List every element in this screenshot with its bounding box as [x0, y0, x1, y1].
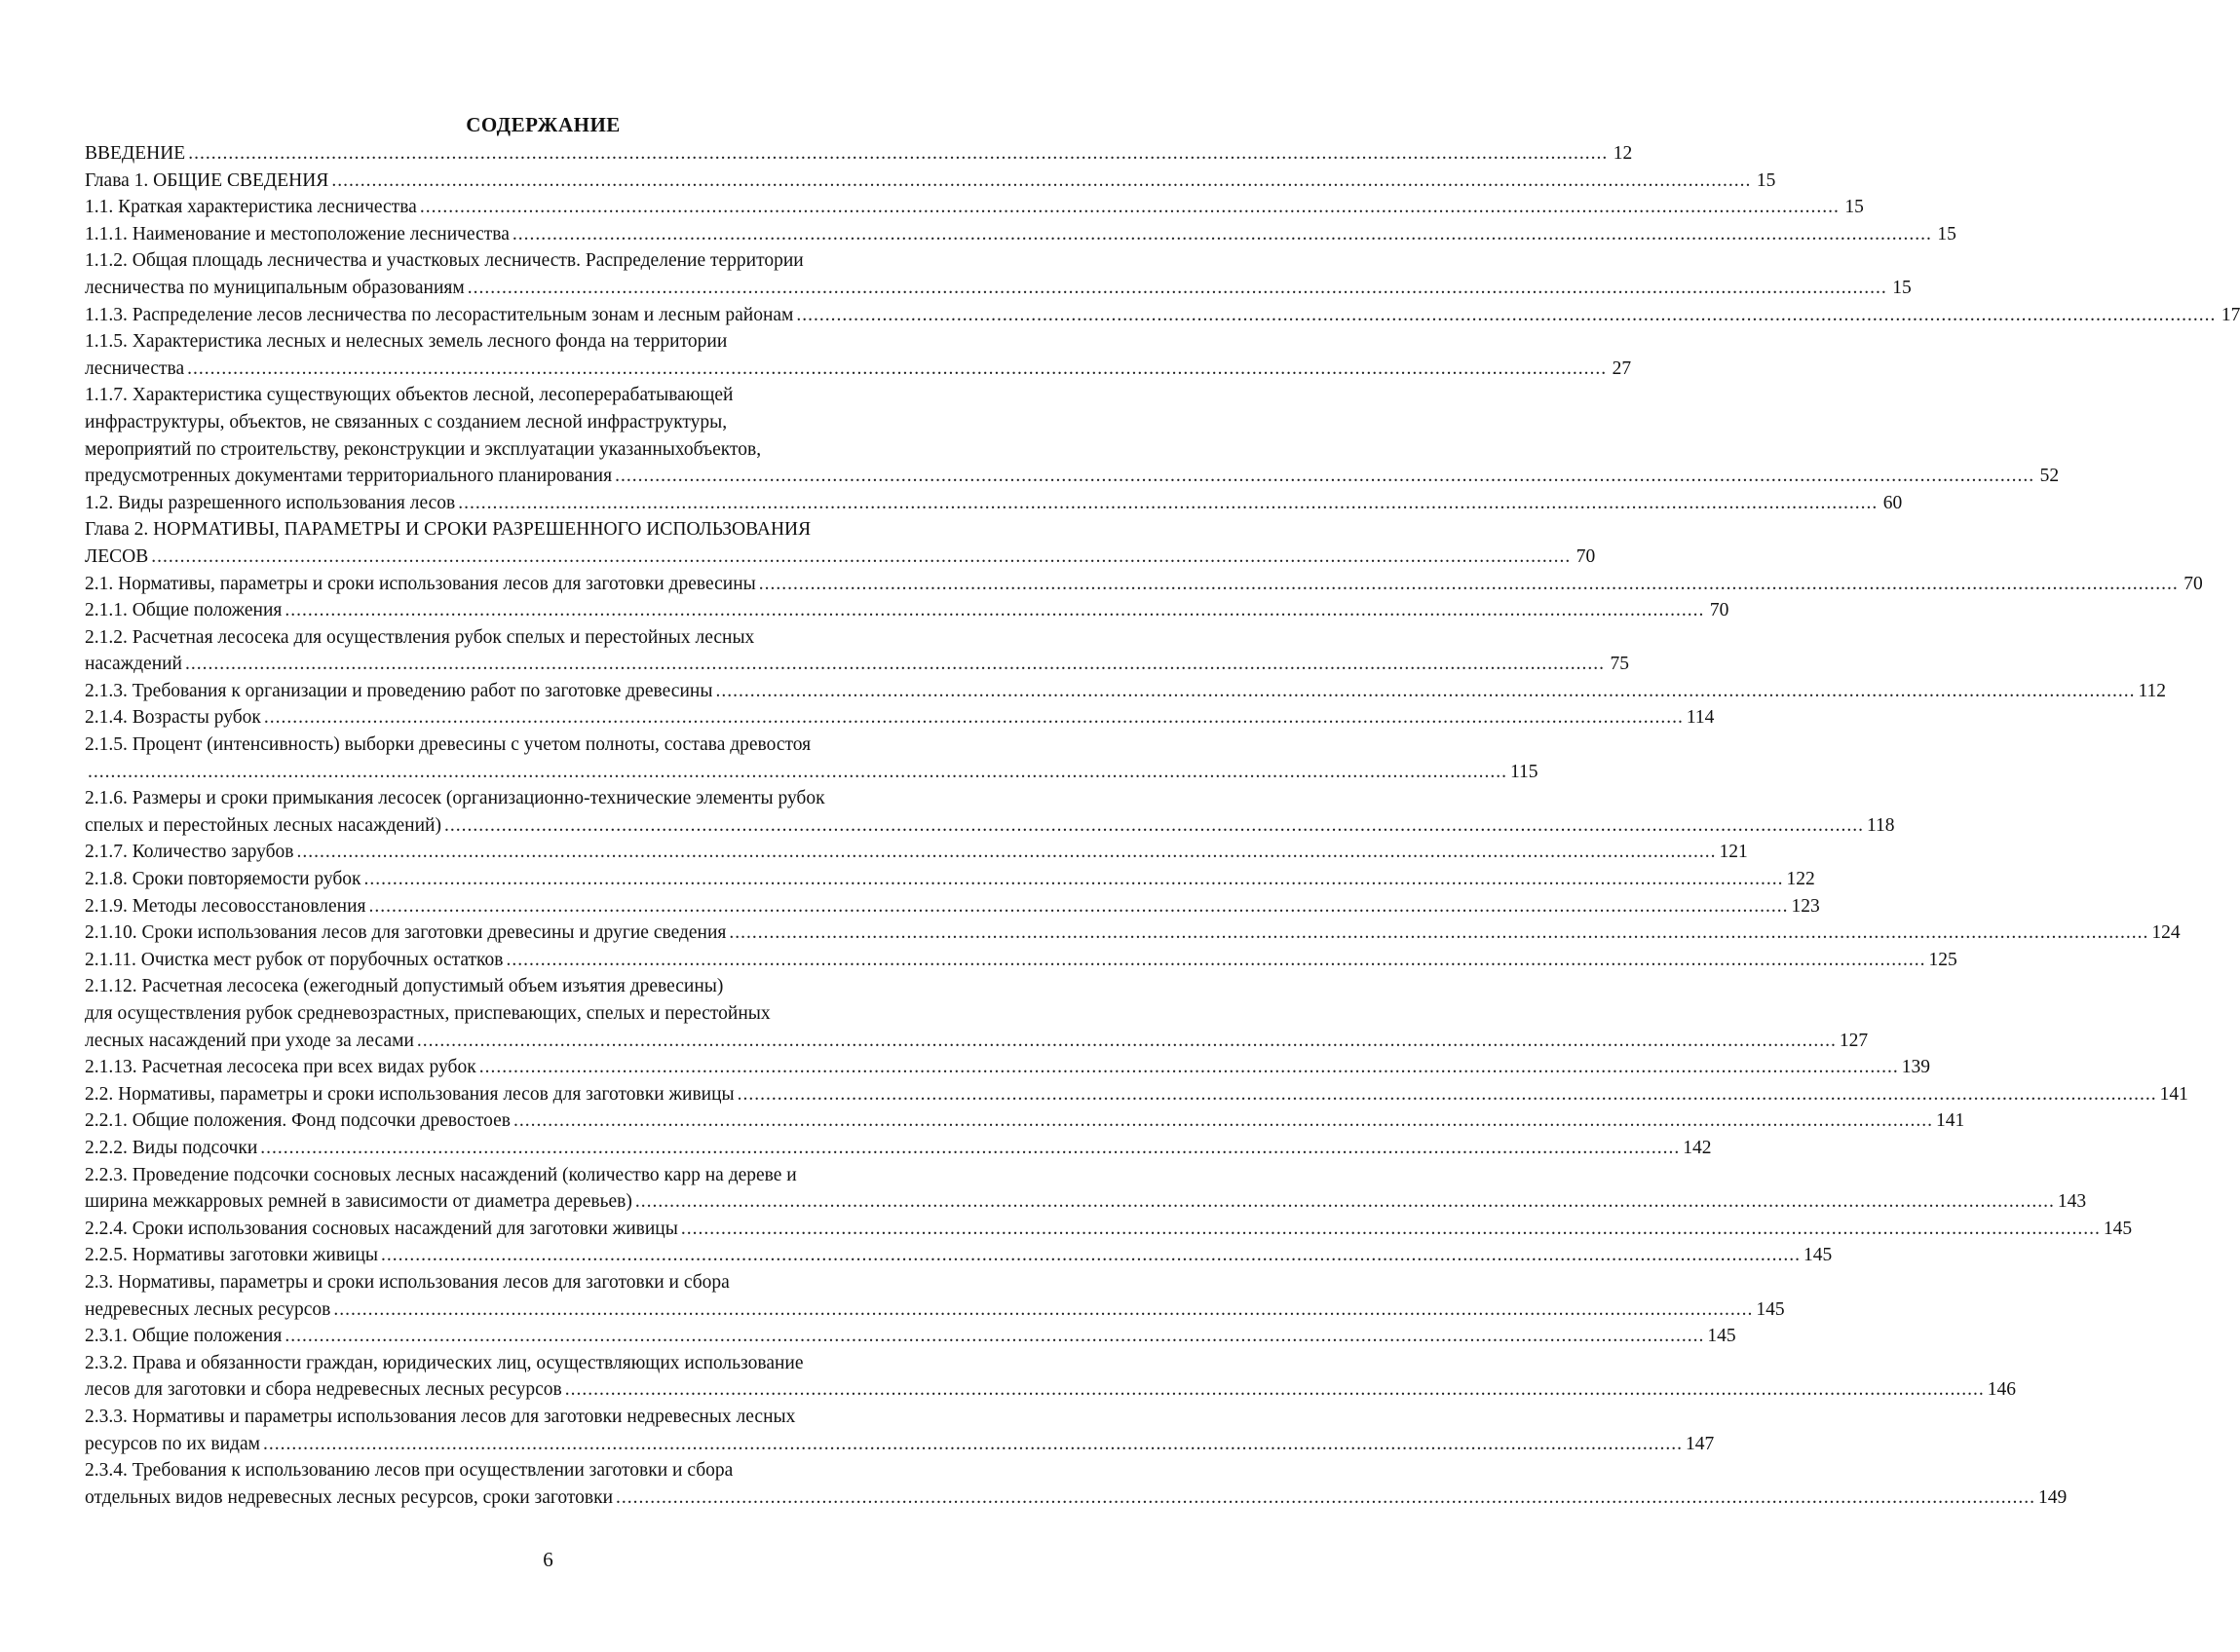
toc-entry-line: 1.1.7. Характеристика существующих объектов лесной, лесоперерабатывающей	[85, 385, 734, 406]
toc-page-number: 27	[1612, 357, 1632, 379]
toc-entry	[85, 194, 1864, 221]
toc-entry-last-line	[85, 920, 2181, 947]
toc-entry	[85, 490, 1903, 517]
toc-entry-line: 2.1.5. Процент (интенсивность) выборки древесины с учетом полноты, состава древостоя	[85, 734, 812, 756]
toc-entry-last-line	[85, 1431, 1715, 1458]
toc-entry-title: ЛЕСОВ	[85, 545, 149, 567]
toc-entry-last-line	[85, 597, 1729, 624]
toc-entry-line: Глава 2. НОРМАТИВЫ, ПАРАМЕТРЫ И СРОКИ РАЗРЕШЕННОГО ИСПОЛЬЗОВАНИЯ	[85, 519, 812, 541]
toc-entry	[85, 1457, 2068, 1511]
dot-leader	[479, 1054, 1899, 1081]
toc-entry	[85, 893, 1820, 920]
toc-entry-last-line	[85, 490, 1903, 517]
dot-leader	[151, 544, 1571, 571]
toc-entry-line: 2.1.6. Размеры и сроки примыкания лесосек (организационно-технические элементы рубок	[85, 788, 825, 809]
dot-leader	[369, 893, 1789, 920]
toc-entry-last-line	[85, 678, 2166, 705]
toc-entry-title: 2.1.13. Расчетная лесосека при всех видах рубок	[85, 1057, 476, 1078]
toc-page-number: 112	[2138, 680, 2166, 701]
dot-leader	[420, 194, 1840, 221]
toc-entry-last-line	[85, 140, 1633, 168]
page-title: СОДЕРЖАНИЕ	[466, 113, 621, 136]
toc-entry-title: 2.2.5. Нормативы заготовки живицы	[85, 1245, 378, 1266]
dot-leader	[88, 759, 1507, 786]
toc-page-number: 60	[1882, 492, 1903, 513]
toc-page-number: 115	[1510, 761, 1538, 782]
toc-page-number: 124	[2151, 922, 2181, 944]
dot-leader	[615, 463, 2034, 490]
toc-entry-title: ВВЕДЕНИЕ	[85, 143, 186, 164]
toc-entry-last-line	[85, 1108, 1965, 1135]
toc-entry-title: лесничества	[85, 357, 185, 379]
toc-entry	[85, 920, 2181, 947]
toc-entry-line: 2.3.3. Нормативы и параметры использования лесов для заготовки недревесных лесных	[85, 1406, 796, 1427]
dot-leader	[796, 302, 2216, 329]
toc-entry-last-line	[85, 1484, 2068, 1512]
toc-page-number: 118	[1866, 814, 1895, 836]
toc-entry	[85, 678, 2166, 705]
toc-page-number: 17	[2221, 304, 2240, 325]
toc-entry-last-line	[85, 1081, 2188, 1108]
toc-entry-title: 2.1.9. Методы лесовосстановления	[85, 895, 366, 917]
toc-entry-line: 2.1.12. Расчетная лесосека (ежегодный допустимый объем изъятия древесины)	[85, 976, 724, 997]
toc-page-number: 125	[1928, 949, 1957, 970]
toc-entry-title: 2.1. Нормативы, параметры и сроки использования лесов для заготовки древесины	[85, 573, 756, 594]
toc-entry-title: лесов для заготовки и сбора недревесных лесных ресурсов	[85, 1379, 562, 1401]
toc-entry-last-line	[85, 651, 1629, 678]
toc-page-number: 70	[2183, 573, 2203, 594]
toc-entry-title: 2.1.3. Требования к организации и проведению работ по заготовке древесины	[85, 680, 713, 701]
toc-page-number: 145	[1803, 1245, 1833, 1266]
dot-leader	[468, 275, 1887, 302]
toc-entry-last-line	[85, 1188, 2087, 1216]
toc-entry-line: 2.2.3. Проведение подсочки сосновых лесных насаждений (количество карр на дереве и	[85, 1164, 797, 1185]
toc-entry-last-line	[85, 1296, 1785, 1324]
toc-entry	[85, 168, 1776, 195]
toc-page-number: 127	[1839, 1030, 1869, 1051]
toc-entry-title: 2.3.1. Общие положения	[85, 1326, 283, 1347]
toc-page-number: 147	[1685, 1433, 1715, 1454]
dot-leader	[364, 866, 1784, 893]
toc-entry	[85, 1216, 2133, 1243]
toc-entry-title: лесных насаждений при уходе за лесами	[85, 1030, 414, 1051]
toc-entry-title: 2.2.4. Сроки использования сосновых насаждений для заготовки живицы	[85, 1218, 678, 1239]
toc-entry	[85, 704, 1715, 732]
toc-entry-title: 2.1.1. Общие положения	[85, 600, 283, 621]
toc-entry	[85, 732, 1538, 785]
toc-entry-title: ресурсов по их видам	[85, 1433, 260, 1454]
toc-entry-title: лесничества по муниципальным образованиям	[85, 277, 465, 298]
toc-entry	[85, 624, 1629, 678]
toc-page-number: 142	[1683, 1137, 1712, 1158]
toc-page-number: 141	[2159, 1083, 2188, 1105]
toc-entry-line: 2.1.2. Расчетная лесосека для осуществления рубок спелых и перестойных лесных	[85, 626, 755, 648]
toc-entry-line: 2.3.4. Требования к использованию лесов при осуществлении заготовки и сбора	[85, 1460, 734, 1482]
toc-entry	[85, 247, 1912, 301]
table-of-contents	[85, 140, 2240, 1511]
toc-page-number: 15	[1937, 223, 1956, 244]
toc-entry-last-line	[85, 168, 1776, 195]
toc-entry	[85, 1108, 1965, 1135]
toc-page-number: 139	[1901, 1057, 1930, 1078]
toc-entry	[85, 1350, 2016, 1404]
toc-page-number: 121	[1719, 842, 1748, 863]
dot-leader	[331, 168, 1751, 195]
toc-entry-title: 2.2. Нормативы, параметры и сроки использования лесов для заготовки живицы	[85, 1083, 735, 1105]
toc-entry-title: Глава 1. ОБЩИЕ СВЕДЕНИЯ	[85, 169, 329, 191]
toc-entry-last-line	[85, 194, 1864, 221]
toc-entry-last-line	[85, 221, 1956, 248]
dot-leader	[458, 490, 1878, 517]
dot-leader	[333, 1296, 1753, 1324]
toc-entry-title: ширина межкарровых ремней в зависимости от диаметра деревьев)	[85, 1191, 632, 1213]
toc-entry-line: инфраструктуры, объектов, не связанных с созданием лесной инфраструктуры,	[85, 411, 728, 432]
toc-entry-line: мероприятий по строительству, реконструкции и эксплуатации указанныхобъектов,	[85, 438, 762, 460]
dot-leader	[513, 1108, 1933, 1135]
toc-entry-last-line	[85, 839, 1748, 866]
toc-entry-title: 1.1. Краткая характеристика лесничества	[85, 197, 417, 218]
dot-leader	[616, 1484, 2035, 1512]
dot-leader	[187, 356, 1607, 383]
toc-entry-title: 2.1.10. Сроки использования лесов для заготовки древесины и другие сведения	[85, 922, 727, 944]
toc-entry	[85, 516, 1596, 570]
toc-entry-title: недревесных лесных ресурсов	[85, 1298, 331, 1320]
toc-entry-title: насаждений	[85, 654, 182, 675]
toc-page-number: 15	[1756, 169, 1776, 191]
toc-entry	[85, 1135, 1712, 1162]
toc-entry-last-line	[85, 1054, 1930, 1081]
toc-entry	[85, 1162, 2087, 1216]
toc-entry-last-line	[85, 1028, 1869, 1055]
toc-entry-title: 2.1.4. Возрасты рубок	[85, 707, 261, 729]
dot-leader	[715, 678, 2135, 705]
toc-entry-line: для осуществления рубок средневозрастных, приспевающих, спелых и перестойных	[85, 1003, 771, 1024]
dot-leader	[635, 1188, 2055, 1216]
toc-entry-last-line	[85, 1216, 2133, 1243]
toc-entry-title: 2.2.1. Общие положения. Фонд подсочки древостоев	[85, 1110, 511, 1132]
toc-entry-line: 1.1.5. Характеристика лесных и нелесных земель лесного фонда на территории	[85, 331, 728, 353]
toc-page-number: 52	[2039, 466, 2060, 487]
toc-entry	[85, 973, 1869, 1054]
toc-entry	[85, 597, 1729, 624]
dot-leader	[297, 839, 1717, 866]
dot-leader	[444, 812, 1864, 840]
toc-entry	[85, 382, 2060, 489]
dot-leader	[285, 597, 1704, 624]
toc-entry	[85, 302, 2240, 329]
toc-entry-title: 2.2.2. Виды подсочки	[85, 1137, 258, 1158]
toc-entry-title: отдельных видов недревесных лесных ресурсов, сроки заготовки	[85, 1486, 614, 1508]
toc-entry	[85, 1242, 1833, 1269]
toc-entry-last-line	[85, 571, 2203, 598]
toc-page-number: 145	[2103, 1218, 2133, 1239]
toc-page-number: 141	[1935, 1110, 1965, 1132]
toc-entry-last-line	[85, 275, 1912, 302]
dot-leader	[417, 1028, 1837, 1055]
toc-entry-last-line	[85, 302, 2240, 329]
toc-page-number: 123	[1791, 895, 1820, 917]
toc-entry	[85, 1081, 2188, 1108]
toc-page-number: 145	[1756, 1298, 1785, 1320]
toc-entry-title: 2.1.7. Количество зарубов	[85, 842, 294, 863]
dot-leader	[759, 571, 2179, 598]
dot-leader	[729, 920, 2148, 947]
toc-page-number: 75	[1610, 654, 1629, 675]
toc-entry-last-line	[85, 544, 1596, 571]
dot-leader	[185, 651, 1605, 678]
toc-entry-title: 2.1.11. Очистка мест рубок от порубочных остатков	[85, 949, 504, 970]
toc-entry-line: 2.3.2. Права и обязанности граждан, юридических лиц, осуществляющих использование	[85, 1352, 804, 1373]
toc-entry-last-line	[85, 1242, 1833, 1269]
toc-entry-last-line	[85, 812, 1895, 840]
toc-page-number: 70	[1576, 545, 1596, 567]
toc-entry	[85, 947, 1957, 974]
toc-page-number: 15	[1892, 277, 1912, 298]
toc-entry	[85, 140, 1633, 168]
toc-page-number: 122	[1786, 869, 1815, 890]
dot-leader	[507, 947, 1926, 974]
page-number: 6	[543, 1548, 553, 1571]
dot-leader	[565, 1376, 1985, 1404]
toc-entry	[85, 866, 1815, 893]
toc-entry-last-line	[85, 759, 1538, 786]
toc-entry-title: 1.1.1. Наименование и местоположение лесничества	[85, 223, 510, 244]
toc-page-number: 114	[1686, 707, 1715, 729]
toc-entry	[85, 571, 2203, 598]
dot-leader	[681, 1216, 2101, 1243]
toc-entry	[85, 221, 1956, 248]
dot-leader	[381, 1242, 1801, 1269]
toc-entry	[85, 785, 1895, 839]
dot-leader	[285, 1323, 1704, 1350]
toc-entry	[85, 1323, 1736, 1350]
dot-leader	[264, 704, 1684, 732]
toc-page-number: 145	[1707, 1326, 1736, 1347]
toc-page-number: 146	[1987, 1379, 2016, 1401]
toc-entry	[85, 328, 1632, 382]
toc-entry-last-line	[85, 866, 1815, 893]
toc-entry-last-line	[85, 1135, 1712, 1162]
toc-entry	[85, 1269, 1785, 1323]
toc-page-number: 143	[2057, 1191, 2087, 1213]
toc-entry-line: 2.3. Нормативы, параметры и сроки использования лесов для заготовки и сбора	[85, 1271, 730, 1293]
dot-leader	[263, 1431, 1683, 1458]
toc-entry-line: 1.1.2. Общая площадь лесничества и участковых лесничеств. Распределение территории	[85, 250, 804, 272]
toc-entry-title: 1.1.3. Распределение лесов лесничества по лесорастительным зонам и лесным районам	[85, 304, 794, 325]
toc-entry-title: 2.1.8. Сроки повторяемости рубок	[85, 869, 361, 890]
toc-page-number: 70	[1709, 600, 1729, 621]
toc-entry-last-line	[85, 893, 1820, 920]
dot-leader	[513, 221, 1932, 248]
toc-entry-last-line	[85, 704, 1715, 732]
dot-leader	[738, 1081, 2157, 1108]
toc-page-number: 15	[1844, 197, 1864, 218]
toc-entry-title: 1.2. Виды разрешенного использования лесов	[85, 492, 456, 513]
dot-leader	[188, 140, 1608, 168]
dot-leader	[260, 1135, 1680, 1162]
toc-entry-last-line	[85, 463, 2060, 490]
toc-entry-last-line	[85, 1323, 1736, 1350]
toc-entry	[85, 839, 1748, 866]
toc-page-number: 12	[1613, 143, 1633, 164]
toc-entry-last-line	[85, 356, 1632, 383]
toc-entry	[85, 1054, 1930, 1081]
toc-entry-title: предусмотренных документами территориального планирования	[85, 466, 613, 487]
toc-page-number: 149	[2038, 1486, 2068, 1508]
toc-entry-title: спелых и перестойных лесных насаждений)	[85, 814, 441, 836]
toc-entry-last-line	[85, 947, 1957, 974]
toc-entry-last-line	[85, 1376, 2016, 1404]
toc-entry	[85, 1404, 1715, 1457]
